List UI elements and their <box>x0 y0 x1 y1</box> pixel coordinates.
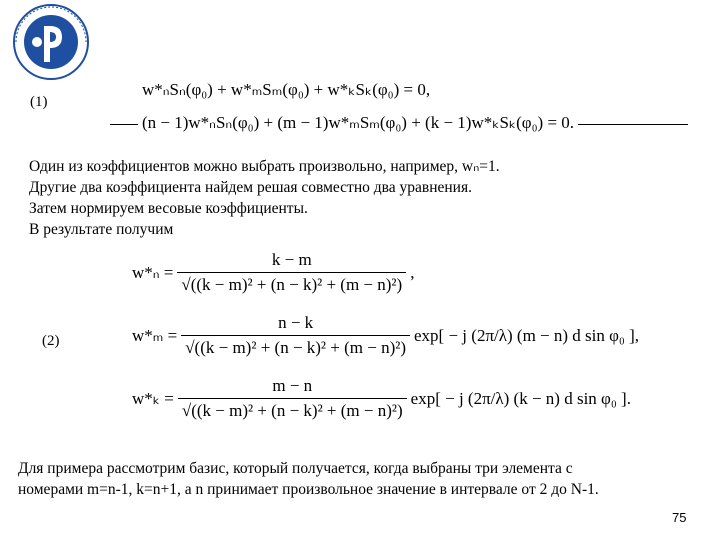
wm-numerator: n − k <box>278 313 314 332</box>
wn-numerator: k − m <box>271 250 312 269</box>
wn-tail: , <box>410 262 415 282</box>
wm-tail: exp[ − j (2π/λ) (m − n) d sin φ₀ ], <box>414 325 640 345</box>
equation-label-1: (1) <box>30 94 48 110</box>
wn-denominator: √((k − m)² + (n − k)² + (m − n)²) <box>177 272 406 295</box>
equation-1-line-1: w*ₙSₙ(φ₀) + w*ₘSₘ(φ₀) + w*ₖSₖ(φ₀) = 0, <box>142 80 431 99</box>
equation-1-line-2: (n − 1)w*ₙSₙ(φ₀) + (m − 1)w*ₘSₘ(φ₀) + (k − 1)w*ₖSₖ(φ₀) = 0. <box>138 113 578 133</box>
wm-lhs: w*ₘ = <box>132 325 178 345</box>
wk-lhs: w*ₖ = <box>132 388 174 408</box>
wk-tail: exp[ − j (2π/λ) (k − n) d sin φ₀ ]. <box>410 388 631 408</box>
university-logo <box>4 2 98 82</box>
wk-denominator: √((k − m)² + (n − k)² + (m − n)²) <box>178 398 407 421</box>
wm-denominator: √((k − m)² + (n − k)² + (m − n)²) <box>181 335 410 358</box>
text-line: номерами m=n-1, k=n+1, а n принимает произвольное значение в интервале от 2 до N-1. <box>18 481 599 498</box>
text-block-1 <box>29 156 500 240</box>
text-line: Один из коэффициентов можно выбрать произвольно, например, wₙ=1. <box>29 158 500 175</box>
equation-wm <box>132 313 639 358</box>
wk-fraction <box>178 376 407 421</box>
text-line: Затем нормируем весовые коэффициенты. <box>29 200 308 217</box>
equation-label-2: (2) <box>42 333 60 349</box>
wk-numerator: m − n <box>272 376 313 395</box>
wm-fraction <box>181 313 410 358</box>
text-line: В результате получим <box>29 221 174 238</box>
equation-wn <box>132 250 414 295</box>
text-line: Другие два коэффициента найдем решая совместно два уравнения. <box>29 179 472 196</box>
text-block-2 <box>18 458 599 500</box>
wn-lhs: w*ₙ = <box>132 262 174 282</box>
equation-wk <box>132 376 631 421</box>
wn-fraction <box>177 250 406 295</box>
text-line: Для примера рассмотрим базис, который получается, когда выбраны три элемента с <box>18 460 573 477</box>
page-number: 75 <box>672 510 687 525</box>
